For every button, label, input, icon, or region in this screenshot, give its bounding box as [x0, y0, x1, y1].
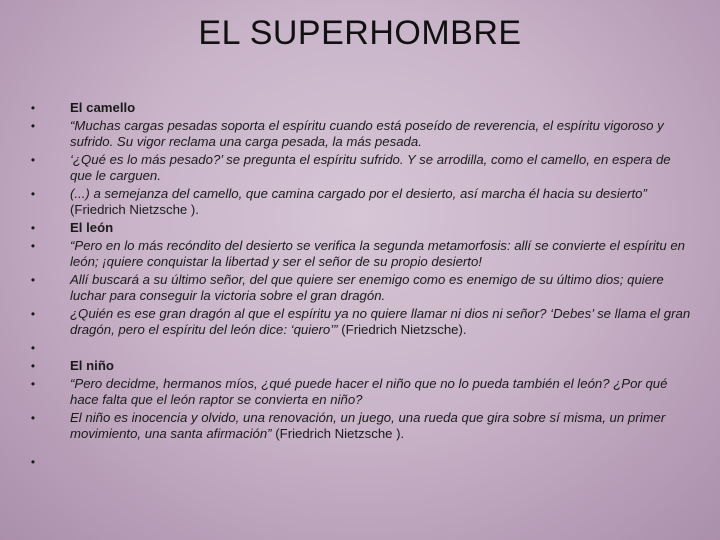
- empty-line: [70, 454, 696, 470]
- bullet-icon: •: [30, 341, 36, 355]
- quote-text: “Muchas cargas pesadas soporta el espíritu cuando está poseído de reverencia, el espíritu vigoroso y sufrido. Su vigor reclama una carga pesada, la más pesada.: [70, 118, 664, 149]
- bullet-item-quote: [26, 272, 696, 304]
- quote-citation: (Friedrich Nietzsche).: [337, 322, 467, 337]
- quote-text: ‘¿Qué es lo más pesado?’ se pregunta el espíritu sufrido. Y se arrodilla, como el camello, en espera de que le carguen.: [70, 152, 671, 183]
- bullet-icon: •: [30, 411, 36, 425]
- quote-body: ¿Quién es ese gran dragón al que el espíritu ya no quiere llamar ni dios ni señor? ‘Debes’ se llama el gran dragón, pero el espíritu del león dice: ‘quiero’”: [70, 306, 691, 337]
- bullet-icon: •: [30, 307, 36, 321]
- bullet-icon: •: [30, 221, 36, 235]
- bullet-item-quote: [26, 306, 696, 338]
- bullet-item-quote: [26, 238, 696, 270]
- bullet-icon: •: [30, 273, 36, 287]
- section-heading-nino: El niño: [70, 358, 114, 373]
- quote-text: [70, 186, 696, 218]
- bullet-item-empty: [26, 340, 696, 356]
- quote-text: [70, 306, 696, 338]
- bullet-item-nino-heading: [26, 358, 696, 374]
- bullet-item-quote: [26, 186, 696, 218]
- bullet-item-leon-heading: [26, 220, 696, 236]
- section-heading-leon: El león: [70, 220, 114, 235]
- bullet-icon: •: [30, 119, 36, 133]
- bullet-item-quote: [26, 118, 696, 150]
- slide-title: EL SUPERHOMBRE: [198, 14, 522, 52]
- quote-body: El niño es inocencia y olvido, una renovación, un juego, una rueda que gira sobre sí misma, un primer movimiento, una santa afirmación”: [70, 410, 666, 441]
- bullet-icon: •: [30, 377, 36, 391]
- bullet-icon: •: [30, 187, 36, 201]
- quote-text: [70, 410, 696, 442]
- bullet-list: [26, 100, 696, 472]
- quote-text: Allí buscará a su último señor, del que quiere ser enemigo como es enemigo de su último dios; quiere luchar para conseguir la victoria sobre el gran dragón.: [70, 272, 664, 303]
- bullet-item-quote: [26, 376, 696, 408]
- empty-line: [70, 340, 696, 356]
- quote-text: “Pero decidme, hermanos míos, ¿qué puede hacer el niño que no lo pueda también el león? ¿Por qué hace falta que el león raptor se convierta en niño?: [70, 376, 668, 407]
- bullet-item-quote: [26, 410, 696, 442]
- quote-citation: (Friedrich Nietzsche ).: [70, 202, 199, 217]
- bullet-icon: •: [30, 455, 36, 469]
- bullet-icon: •: [30, 101, 36, 115]
- bullet-icon: •: [30, 239, 36, 253]
- bullet-item-empty: [26, 454, 696, 470]
- bullet-item-camello-heading: [26, 100, 696, 116]
- bullet-icon: •: [30, 153, 36, 167]
- quote-text: “Pero en lo más recóndito del desierto se verifica la segunda metamorfosis: allí se convierte el espíritu en león; ¡quiere conquistar la libertad y ser el señor de su propio desierto!: [70, 238, 685, 269]
- section-heading-camello: El camello: [70, 100, 136, 115]
- quote-body: (...) a semejanza del camello, que camina cargado por el desierto, así marcha él hacia su desierto”: [70, 186, 647, 201]
- bullet-icon: •: [30, 359, 36, 373]
- bullet-item-quote: [26, 152, 696, 184]
- quote-citation: (Friedrich Nietzsche ).: [271, 426, 405, 441]
